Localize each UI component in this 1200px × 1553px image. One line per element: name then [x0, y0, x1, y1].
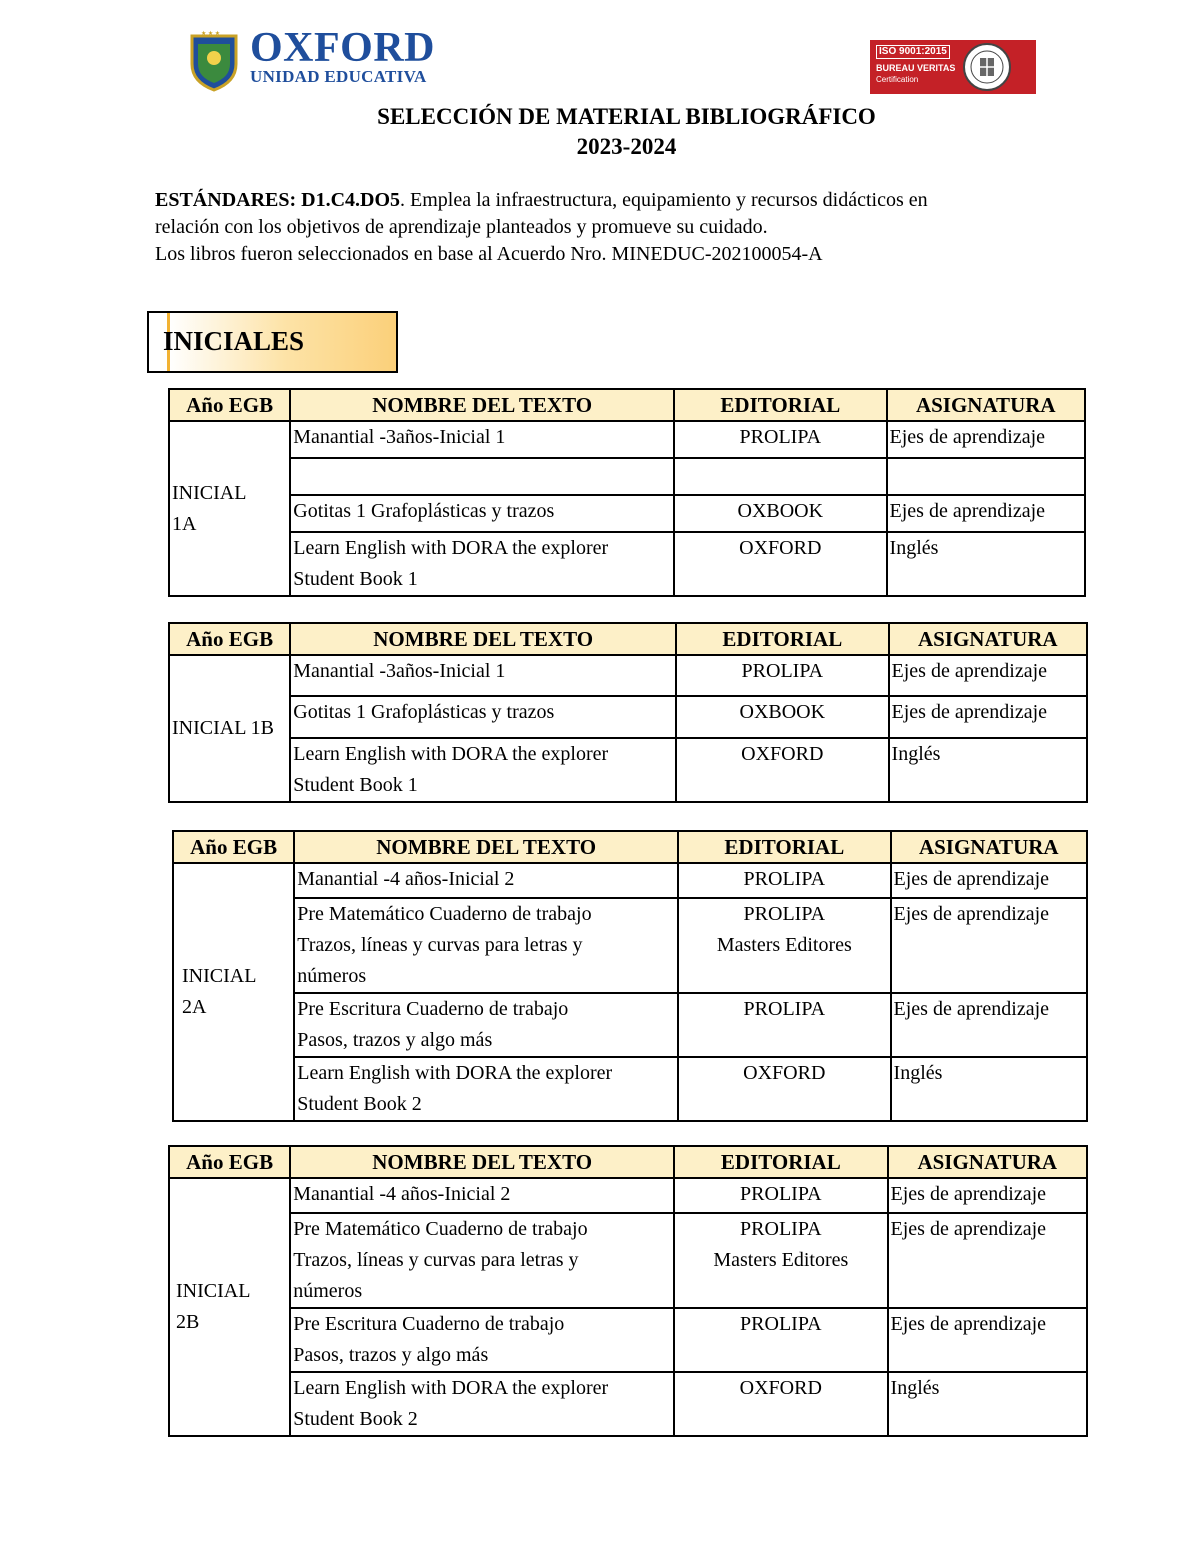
publisher-cell — [678, 993, 890, 1057]
publisher-cell — [676, 696, 888, 738]
publisher-line: PROLIPA — [743, 868, 826, 890]
column-header-text: NOMBRE DEL TEXTO — [290, 389, 674, 421]
iso-standard: ISO 9001:2015 — [876, 45, 950, 59]
publisher-cell — [674, 1178, 887, 1213]
table-row — [169, 1178, 1087, 1213]
book-title-cell — [294, 898, 678, 993]
publisher-line: PROLIPA — [741, 660, 824, 682]
book-title-cell — [290, 1372, 674, 1436]
book-title-line: números — [293, 1280, 363, 1302]
subject-cell: Ejes de aprendizaje — [891, 898, 1087, 993]
table-header-row — [169, 389, 1085, 421]
publisher-cell — [678, 898, 890, 993]
publisher-line: OXBOOK — [739, 701, 826, 723]
subject-cell: Ejes de aprendizaje — [888, 1213, 1087, 1308]
book-title-cell — [294, 1057, 678, 1121]
book-title-line: Pasos, trazos y algo más — [293, 1344, 489, 1366]
book-title-line: Pre Matemático Cuaderno de trabajo — [293, 1218, 588, 1240]
book-title-cell — [290, 421, 674, 458]
subject-cell: Ejes de aprendizaje — [888, 1178, 1087, 1213]
section-label: INICIALES — [163, 326, 305, 356]
column-header-subject: ASIGNATURA — [891, 831, 1087, 863]
column-header-editorial: EDITORIAL — [676, 623, 888, 655]
table-row — [173, 993, 1087, 1057]
subject-cell: Ejes de aprendizaje — [887, 495, 1085, 532]
section-header — [147, 311, 398, 373]
book-title-cell — [290, 1308, 674, 1372]
subject-cell: Ejes de aprendizaje — [888, 1308, 1087, 1372]
column-header-year: Año EGB — [173, 831, 294, 863]
document-title: SELECCIÓN DE MATERIAL BIBLIOGRÁFICO — [377, 104, 876, 129]
book-title-line: Manantial -4 años-Inicial 2 — [297, 868, 515, 890]
table-header-row — [169, 623, 1087, 655]
publisher-line: PROLIPA — [740, 1218, 822, 1240]
subject-cell — [887, 458, 1085, 495]
year-label: INICIAL 1B — [172, 717, 275, 739]
publisher-cell — [678, 863, 890, 898]
book-title-line: Manantial -4 años-Inicial 2 — [293, 1183, 511, 1205]
year-cell — [173, 863, 294, 1121]
standards-line-3: Los libros fueron seleccionados en base al Acuerdo Nro. MINEDUC-202100054-A — [155, 243, 823, 265]
publisher-cell — [674, 1213, 887, 1308]
book-title-line: Trazos, líneas y curvas para letras y — [297, 934, 583, 956]
column-header-text: NOMBRE DEL TEXTO — [290, 1146, 674, 1178]
book-title-cell — [290, 1213, 674, 1308]
column-header-subject: ASIGNATURA — [888, 1146, 1087, 1178]
bibliography-table-inicial-2b — [168, 1145, 1088, 1437]
column-header-year: Año EGB — [169, 389, 290, 421]
book-title-line: Gotitas 1 Grafoplásticas y trazos — [293, 701, 555, 723]
subject-cell: Inglés — [887, 532, 1085, 596]
publisher-line: OXBOOK — [737, 500, 824, 522]
book-title-line: números — [297, 965, 367, 987]
book-title-line: Pasos, trazos y algo más — [297, 1029, 493, 1051]
table-header-row — [173, 831, 1087, 863]
document-year: 2023-2024 — [576, 134, 677, 159]
publisher-cell — [674, 532, 886, 596]
publisher-cell — [674, 1372, 887, 1436]
column-header-text: NOMBRE DEL TEXTO — [290, 623, 676, 655]
book-title-cell — [294, 993, 678, 1057]
standards-line-1 — [155, 187, 1085, 214]
book-title-line: Student Book 2 — [293, 1408, 418, 1430]
table-row — [169, 738, 1087, 802]
column-header-year: Año EGB — [169, 623, 290, 655]
book-title-cell — [290, 655, 676, 696]
bibliography-table-inicial-1b — [168, 622, 1088, 803]
publisher-line: PROLIPA — [743, 998, 826, 1020]
subject-cell: Inglés — [889, 738, 1087, 802]
subject-cell: Ejes de aprendizaje — [891, 863, 1087, 898]
bibliography-table-inicial-1a — [168, 388, 1086, 597]
book-title-cell — [290, 696, 676, 738]
book-title-line: Student Book 1 — [293, 568, 418, 590]
year-cell — [169, 421, 290, 596]
table-row — [169, 1213, 1087, 1308]
publisher-line: Masters Editores — [716, 934, 852, 956]
publisher-cell — [678, 1057, 890, 1121]
column-header-editorial: EDITORIAL — [678, 831, 890, 863]
table-row — [169, 532, 1085, 596]
subject-cell: Inglés — [891, 1057, 1087, 1121]
book-title-cell — [294, 863, 678, 898]
book-title-line: Learn English with DORA the explorer — [297, 1062, 613, 1084]
book-title-line: Manantial -3años-Inicial 1 — [293, 426, 506, 448]
table-row — [169, 696, 1087, 738]
book-title-cell — [290, 458, 674, 495]
svg-text:★ ★ ★: ★ ★ ★ — [201, 31, 221, 37]
book-title-cell — [290, 495, 674, 532]
publisher-cell — [674, 1308, 887, 1372]
year-label: INICIAL — [182, 965, 257, 987]
standards-label: ESTÁNDARES: D1.C4.DO5 — [155, 189, 401, 211]
publisher-cell — [676, 655, 888, 696]
iso-certification-label: Certification — [876, 75, 919, 84]
publisher-cell — [676, 738, 888, 802]
subject-cell: Ejes de aprendizaje — [887, 421, 1085, 458]
publisher-line: Masters Editores — [713, 1249, 849, 1271]
year-label: 2B — [176, 1311, 200, 1333]
standards-line-2: relación con los objetivos de aprendizaje planteados y promueve su cuidado. — [155, 216, 768, 238]
column-header-subject: ASIGNATURA — [887, 389, 1085, 421]
table-row — [173, 1057, 1087, 1121]
subject-cell: Ejes de aprendizaje — [889, 696, 1087, 738]
school-shield-icon — [188, 30, 240, 92]
book-title-line: Pre Escritura Cuaderno de trabajo — [293, 1313, 565, 1335]
book-title-line: Learn English with DORA the explorer — [293, 743, 609, 765]
book-title-line: Learn English with DORA the explorer — [293, 537, 609, 559]
standards-text-1: . Emplea la infraestructura, equipamiento y recursos didácticos en — [400, 189, 928, 211]
iso-certification-badge — [870, 40, 1036, 94]
table-row — [173, 863, 1087, 898]
book-title-line: Pre Matemático Cuaderno de trabajo — [297, 903, 592, 925]
year-label: 1A — [172, 512, 197, 535]
table-row — [173, 898, 1087, 993]
table-row — [169, 458, 1085, 495]
iso-certifier: BUREAU VERITAS — [876, 63, 956, 73]
subject-cell: Inglés — [888, 1372, 1087, 1436]
subject-cell: Ejes de aprendizaje — [891, 993, 1087, 1057]
publisher-cell — [674, 495, 886, 532]
year-label: INICIAL — [172, 481, 247, 504]
publisher-line: OXFORD — [743, 1062, 826, 1084]
book-title-line: Learn English with DORA the explorer — [293, 1377, 609, 1399]
bibliography-table-inicial-2a — [172, 830, 1088, 1122]
column-header-editorial: EDITORIAL — [674, 1146, 887, 1178]
column-header-editorial: EDITORIAL — [674, 389, 886, 421]
year-label: INICIAL — [176, 1280, 251, 1302]
publisher-line: PROLIPA — [740, 1183, 822, 1205]
table-row — [169, 655, 1087, 696]
table-row — [169, 1372, 1087, 1436]
bureau-veritas-seal-icon — [962, 42, 1012, 92]
column-header-text: NOMBRE DEL TEXTO — [294, 831, 678, 863]
publisher-cell — [674, 458, 886, 495]
publisher-cell — [674, 421, 886, 458]
year-cell — [169, 655, 290, 802]
book-title-cell — [290, 1178, 674, 1213]
book-title-line: Trazos, líneas y curvas para letras y — [293, 1249, 579, 1271]
subject-cell: Ejes de aprendizaje — [889, 655, 1087, 696]
book-title-line: Manantial -3años-Inicial 1 — [293, 660, 506, 682]
publisher-line: PROLIPA — [739, 426, 822, 448]
publisher-line: PROLIPA — [740, 1313, 822, 1335]
logo-name: OXFORD — [250, 25, 435, 71]
book-title-line: Student Book 1 — [293, 774, 418, 796]
column-header-subject: ASIGNATURA — [889, 623, 1087, 655]
publisher-line: OXFORD — [739, 537, 822, 559]
publisher-line: OXFORD — [739, 1377, 822, 1399]
book-title-line: Pre Escritura Cuaderno de trabajo — [297, 998, 569, 1020]
column-header-year: Año EGB — [169, 1146, 290, 1178]
logo-subtitle: UNIDAD EDUCATIVA — [250, 67, 427, 86]
table-row — [169, 421, 1085, 458]
book-title-line: Student Book 2 — [297, 1093, 422, 1115]
book-title-line: Gotitas 1 Grafoplásticas y trazos — [293, 500, 555, 522]
table-header-row — [169, 1146, 1087, 1178]
book-title-cell — [290, 532, 674, 596]
book-title-cell — [290, 738, 676, 802]
oxford-logo — [188, 25, 438, 94]
table-row — [169, 495, 1085, 532]
year-cell — [169, 1178, 290, 1436]
table-row — [169, 1308, 1087, 1372]
year-label: 2A — [182, 996, 207, 1018]
publisher-line: OXFORD — [741, 743, 824, 765]
publisher-line: PROLIPA — [743, 903, 826, 925]
